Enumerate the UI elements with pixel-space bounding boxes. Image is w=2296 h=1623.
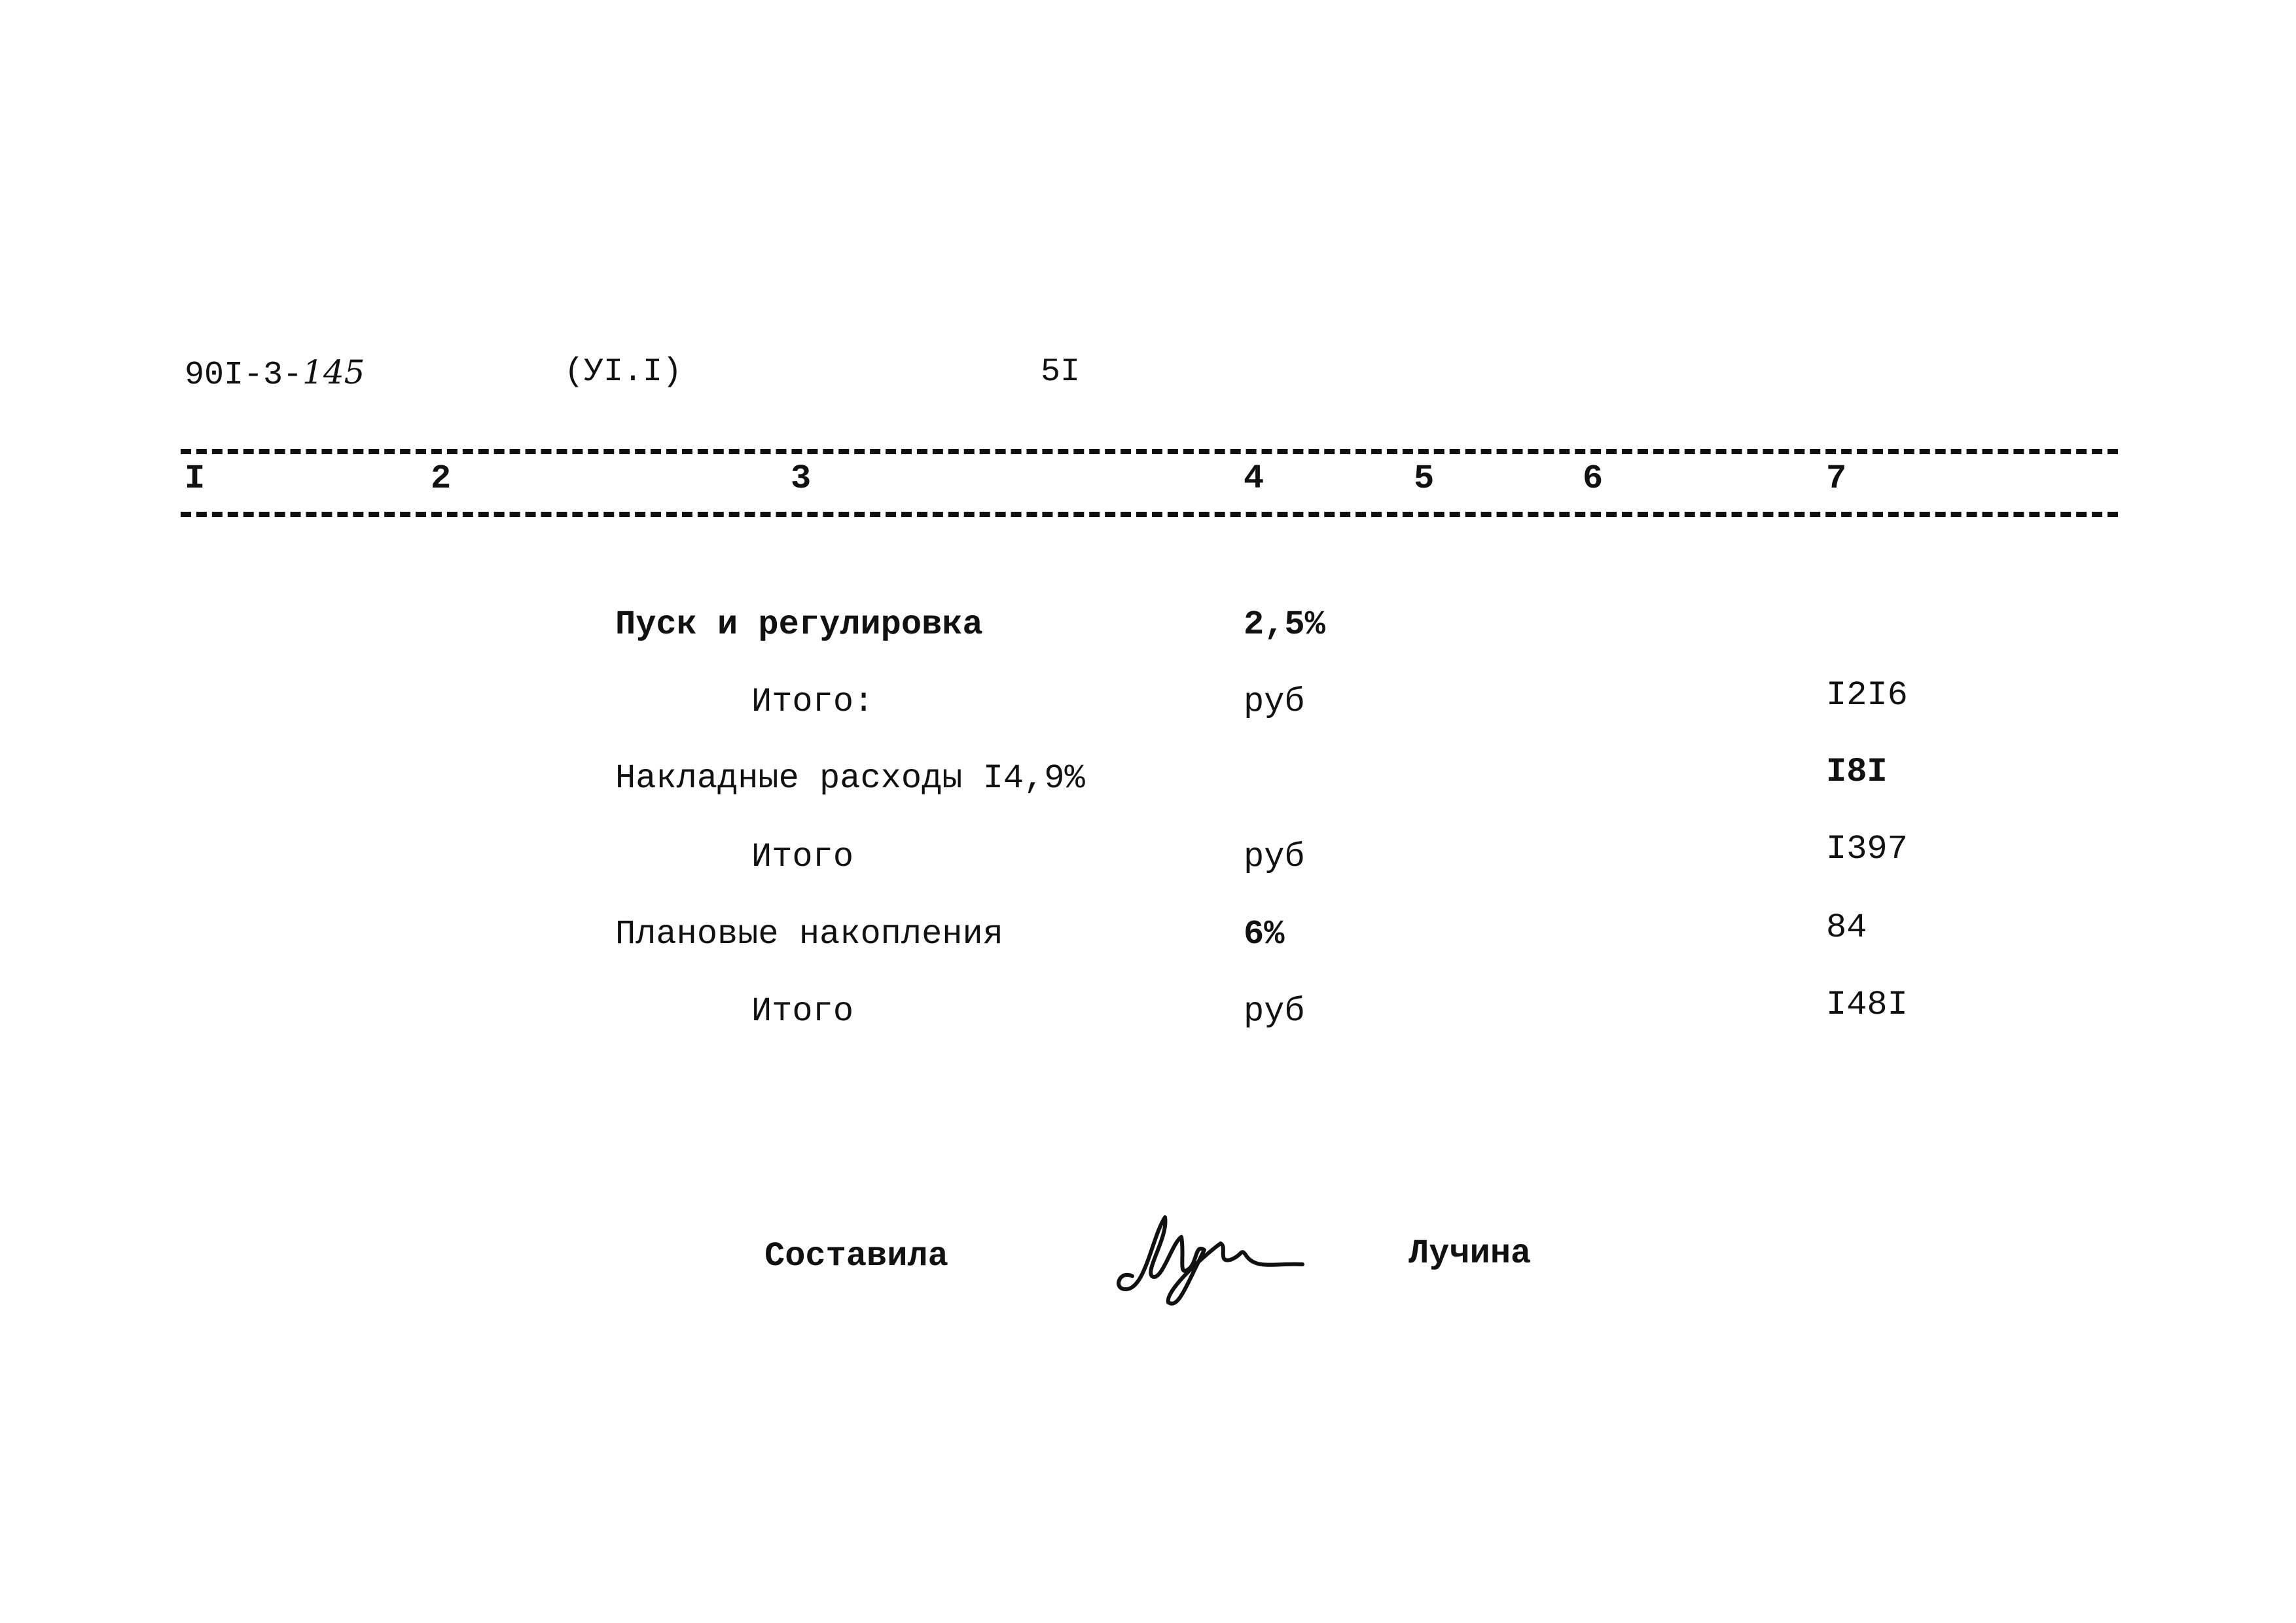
- column-header-bottom-rule: [181, 512, 2118, 517]
- column-header-top-rule: [181, 449, 2118, 454]
- row-label: Пуск и регулировка: [615, 605, 983, 644]
- row-value: I48I: [1826, 986, 1908, 1024]
- row-unit: 2,5%: [1244, 605, 1325, 644]
- row-unit: руб: [1244, 838, 1305, 876]
- column-number-2: 2: [431, 459, 452, 498]
- compiler-name: Лучина: [1408, 1234, 1532, 1273]
- row-value: I397: [1826, 830, 1908, 868]
- column-number-5: 5: [1414, 459, 1435, 498]
- row-unit: 6%: [1244, 915, 1285, 954]
- row-value: I8I: [1826, 753, 1888, 791]
- column-number-1: I: [185, 459, 206, 498]
- row-label: Накладные расходы I4,9%: [615, 759, 1085, 798]
- row-value: I2I6: [1826, 676, 1908, 715]
- document-code: [185, 353, 365, 394]
- row-label: Плановые накопления: [615, 915, 1003, 954]
- document-code-handwritten: 145: [302, 353, 365, 391]
- row-label: Итого: [751, 992, 854, 1031]
- row-unit: руб: [1244, 683, 1305, 721]
- row-unit: руб: [1244, 992, 1305, 1031]
- compiled-by-label: Составила: [764, 1237, 948, 1275]
- column-number-7: 7: [1826, 459, 1847, 498]
- row-value: 84: [1826, 908, 1867, 947]
- row-label: Итого:: [751, 683, 874, 721]
- column-number-3: 3: [791, 459, 812, 498]
- column-number-4: 4: [1244, 459, 1265, 498]
- document-code-prefix: 90I-3-: [185, 357, 303, 394]
- section-number: (УI.I): [564, 353, 683, 391]
- page-number: 5I: [1041, 353, 1081, 391]
- handwritten-signature-icon: [1106, 1198, 1316, 1309]
- row-label: Итого: [751, 838, 854, 876]
- column-number-6: 6: [1583, 459, 1604, 498]
